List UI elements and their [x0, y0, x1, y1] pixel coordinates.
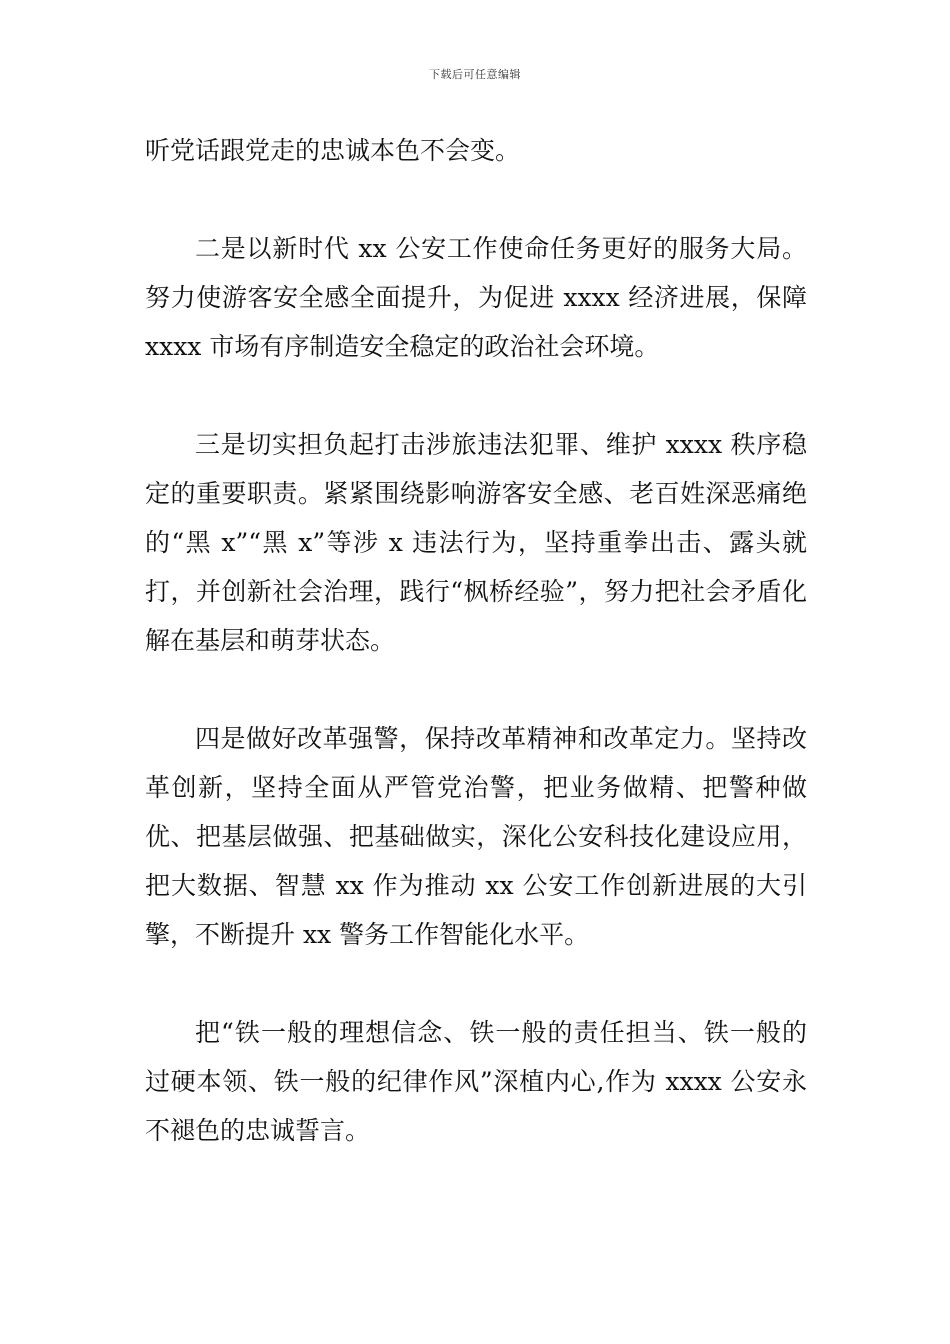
paragraph-gap — [145, 665, 807, 714]
paragraph-point-two: 二是以新时代 xx 公安工作使命任务更好的服务大局。努力使游客安全感全面提升，为促进 xxxx 经济进展，保障 xxxx 市场有序制造安全稳定的政治社会环境。 — [145, 234, 807, 361]
paragraph-point-three: 三是切实担负起打击涉旅违法犯罪、维护 xxxx 秩序稳定的重要职责。紧紧围绕影响游客安全感、老百姓深恶痛绝的“黑 x”“黑 x”等涉 x 违法行为，坚持重拳出击、露头就打，并创新社会治理，践行“枫桥经验”，努力把社会矛盾化解在基层和萌芽状态。 — [145, 430, 807, 655]
paragraph-gap — [145, 959, 807, 1008]
paragraph-point-four: 四是做好改革强警，保持改革精神和改革定力。坚持改革创新，坚持全面从严管党治警，把业务做精、把警种做优、把基层做强、把基础做实，深化公安科技化建设应用，把大数据、智慧 xx 作为推动 xx 公安工作创新进展的大引擎，不断提升 xx 警务工作智能化水平。 — [145, 724, 807, 949]
paragraph-gap — [145, 175, 807, 224]
paragraph-closing: 把“铁一般的理想信念、铁一般的责任担当、铁一般的过硬本领、铁一般的纪律作风”深植内心,作为 xxxx 公安永不褪色的忠诚誓言。 — [145, 1018, 807, 1145]
paragraph-continuation: 听党话跟党走的忠诚本色不会变。 — [145, 136, 521, 165]
paragraph-gap — [145, 371, 807, 420]
document-body — [145, 126, 807, 1155]
header-note: 下载后可任意编辑 — [429, 68, 521, 81]
